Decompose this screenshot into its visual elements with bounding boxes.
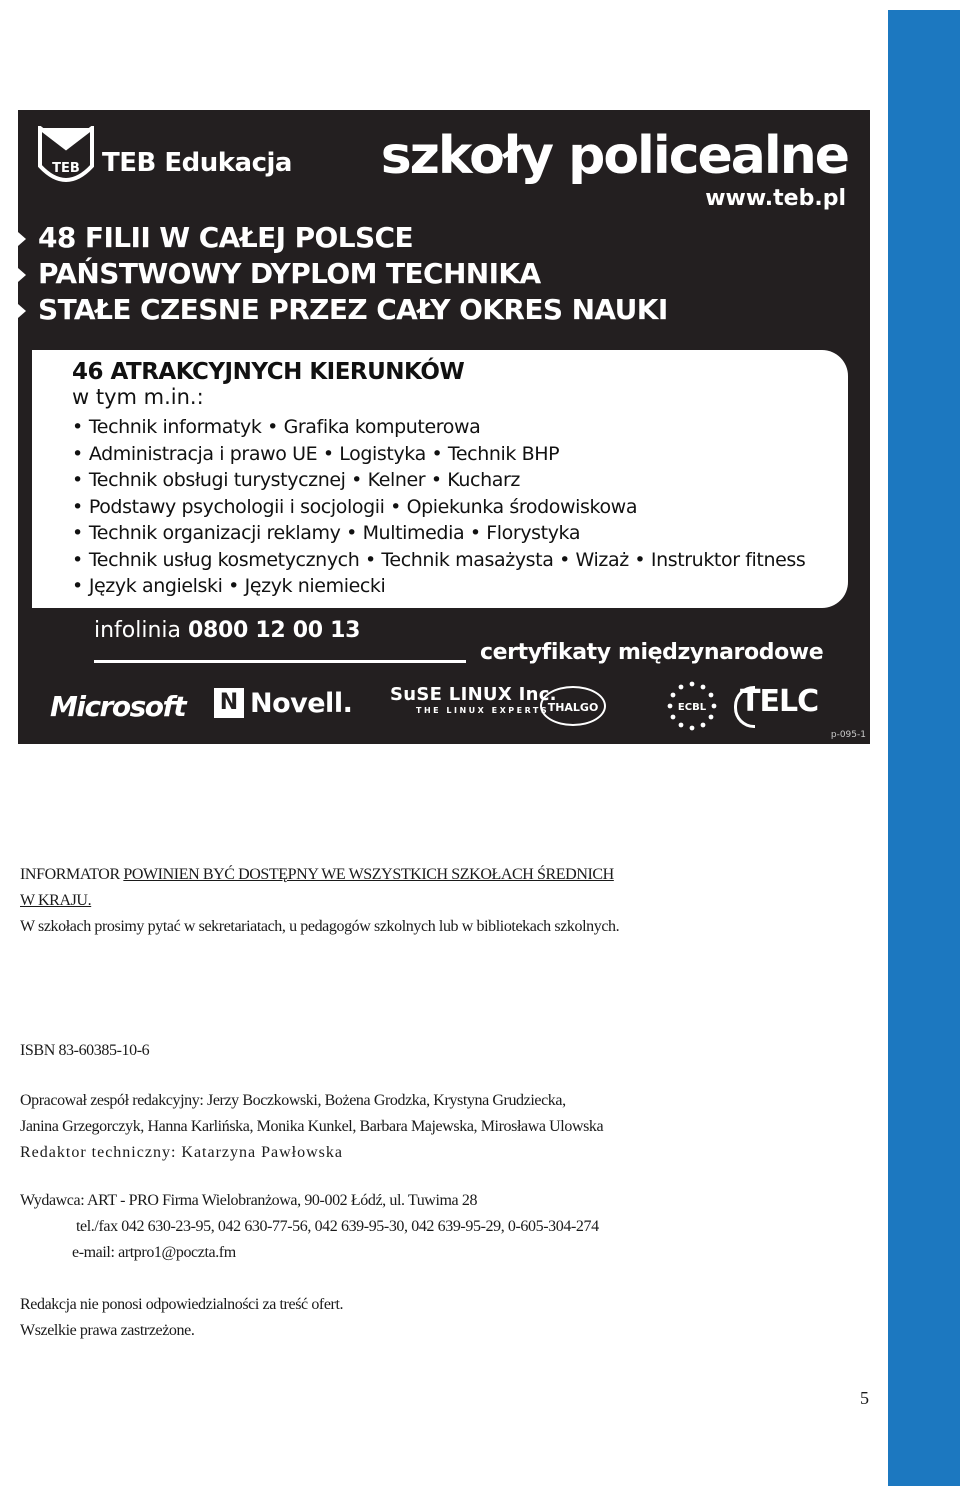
course-line: • Język angielski • Język niemiecki (72, 573, 848, 600)
ad-code: p-095-1 (830, 730, 866, 740)
telc-logo: TELC (740, 684, 819, 719)
blue-side-bar (888, 10, 960, 1486)
ecbl-stars-icon (664, 678, 720, 734)
brand-name: TEB Edukacja (102, 148, 292, 178)
publisher-line-1: Wydawca: ART - PRO Firma Wielobranżowa, 90-002 Łódź, ul. Tuwima 28 (20, 1192, 478, 1209)
ecbl-text: ECBL (677, 702, 707, 713)
teb-advertisement (18, 110, 870, 744)
courses-title: 46 ATRAKCYJNYCH KIERUNKÓW (72, 359, 465, 385)
course-line: • Technik usług kosmetycznych • Technik masażysta • Wizaż • Instruktor fitness (72, 547, 848, 574)
notice-line-2: W KRAJU. (20, 892, 92, 909)
notice-line-3: W szkołach prosimy pytać w sekretariatach, u pedagogów szkolnych lub w bibliotekach szkolnych. (20, 918, 620, 935)
suse-logo: SuSE LINUX Inc. (390, 684, 557, 705)
publisher-info (20, 1188, 599, 1266)
divider (94, 660, 466, 663)
team-line-2: Janina Grzegorczyk, Hanna Karlińska, Monika Kunkel, Barbara Majewska, Mirosława Ulowska (20, 1118, 604, 1135)
thalgo-logo: THALGO (540, 686, 606, 726)
infoline-label: infolinia (94, 618, 182, 643)
novell-mark-icon: N (214, 688, 244, 718)
isbn: ISBN 83-60385-10-6 (20, 1042, 150, 1059)
editorial-team (20, 1088, 603, 1166)
ad-url: www.teb.pl (705, 186, 846, 211)
ad-headline: szkoły policealne (380, 126, 848, 186)
rights-line-2: Wszelkie prawa zastrzeżone. (20, 1322, 195, 1339)
certificates-label: certyfikaty międzynarodowe (480, 640, 824, 665)
ad-bullets (18, 220, 668, 328)
availability-notice (20, 862, 619, 940)
ad-bullet: 48 FILII W CAŁEJ POLSCE (18, 220, 668, 256)
teb-logo-icon (38, 126, 94, 190)
team-line-1: Opracował zespół redakcyjny: Jerzy Boczkowski, Bożena Grodzka, Krystyna Grudziecka, (20, 1092, 566, 1109)
courses-list (72, 414, 848, 600)
course-line: • Technik obsługi turystycznej • Kelner • Kucharz (72, 467, 848, 494)
suse-tagline: THE LINUX EXPERTS (416, 706, 550, 715)
course-line: • Podstawy psychologii i socjologii • Opiekunka środowiskowa (72, 494, 848, 521)
partner-logos (44, 684, 844, 730)
ad-bullet: STAŁE CZESNE PRZEZ CAŁY OKRES NAUKI (18, 292, 668, 328)
infoline-number: 0800 12 00 13 (188, 618, 361, 643)
course-line: • Technik informatyk • Grafika komputerowa (72, 414, 848, 441)
notice-underlined: POWINIEN BYĆ DOSTĘPNY WE WSZYSTKICH SZKOŁACH ŚREDNICH (123, 866, 614, 883)
notice-prefix: INFORMATOR (20, 866, 124, 883)
rights-line-1: Redakcja nie ponosi odpowiedzialności za treść ofert. (20, 1296, 344, 1313)
microsoft-logo: Microsoft (50, 690, 186, 723)
teb-logo-text: TEB (52, 161, 80, 176)
ad-bullet: PAŃSTWOWY DYPLOM TECHNIKA (18, 256, 668, 292)
courses-card (32, 350, 848, 608)
technical-editor: Redaktor techniczny: Katarzyna Pawłowska (20, 1144, 344, 1161)
novell-logo: Novell. (250, 688, 353, 719)
page-number: 5 (860, 1388, 869, 1408)
course-line: • Technik organizacji reklamy • Multimedia • Florystyka (72, 520, 848, 547)
publisher-email: e-mail: artpro1@poczta.fm (72, 1244, 236, 1261)
rights-notice (20, 1292, 343, 1344)
publisher-phones: tel./fax 042 630-23-95, 042 630-77-56, 042 639-95-30, 042 639-95-29, 0-605-304-274 (76, 1218, 599, 1235)
courses-subtitle: w tym m.in.: (72, 385, 204, 409)
course-line: • Administracja i prawo UE • Logistyka • Technik BHP (72, 441, 848, 468)
infoline (94, 618, 360, 643)
